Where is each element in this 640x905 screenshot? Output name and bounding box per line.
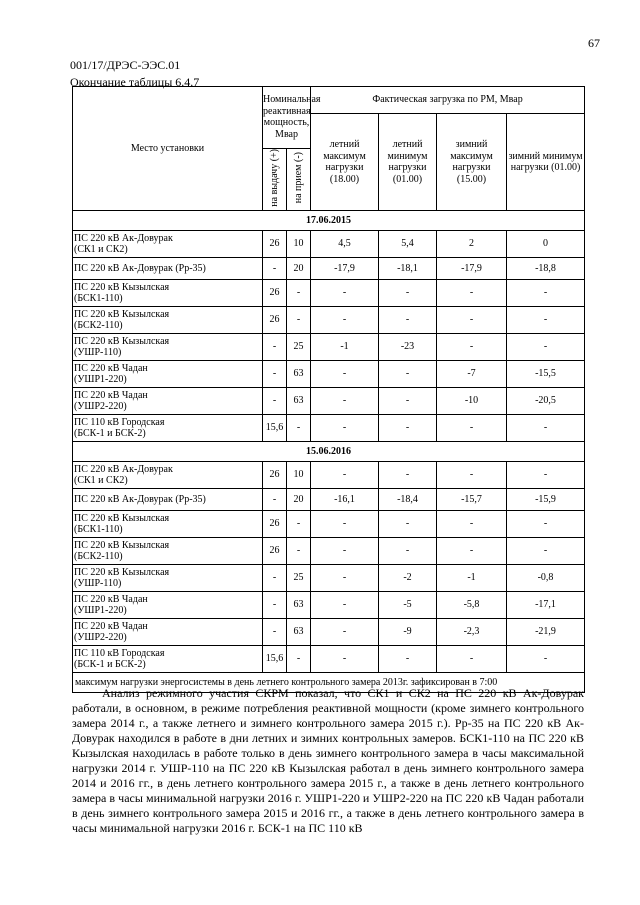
header-nominal: Номинальная реактивная мощность, Мвар — [263, 87, 311, 149]
winter-min-cell: - — [507, 538, 585, 565]
summer-min-cell: - — [379, 415, 437, 442]
nominal-out-cell: - — [263, 258, 287, 280]
summer-min-cell: - — [379, 361, 437, 388]
place-line: (УШР-110) — [74, 578, 122, 589]
table-row — [73, 415, 585, 442]
header-winter-max: зимний максимум нагрузки (15.00) — [437, 114, 507, 211]
place-line: ПС 220 кВ Чадан — [74, 620, 148, 632]
summer-min-cell: -18,4 — [379, 489, 437, 511]
table-row — [73, 619, 585, 646]
place-line: (СК1 и СК2) — [74, 244, 128, 255]
place-line: (БСК-1 и БСК-2) — [74, 428, 146, 439]
place-cell — [73, 592, 263, 619]
winter-min-cell: -18,8 — [507, 258, 585, 280]
summer-max-cell: -16,1 — [311, 489, 379, 511]
summer-max-cell: - — [311, 538, 379, 565]
summer-min-cell: - — [379, 280, 437, 307]
place-line: (СК1 и СК2) — [74, 475, 128, 486]
footer-note: максимум нагрузки энергосистемы в день летнего контрольного замера 2013г. зафиксирован в 7:00 — [73, 673, 585, 693]
place-cell — [73, 511, 263, 538]
winter-min-cell: 0 — [507, 231, 585, 258]
analysis-text: Анализ режимного участия СКРМ показал, что СК1 и СК2 на ПС 220 кВ Ак-Довурак работали, в основном, в режиме потребления реактивной мощности (кроме зимнего контрольного замера 2014 г., а также летнего и зимнего контрольного замера 2015 г.). Рр-35 на ПС 220 кВ Ак-Довурак находился в работе в дни летних и зимних контрольных замеров. БСК1-110 на ПС 220 кВ Кызылская находилась в работе только в день зимнего контрольного замера в часы максимальной нагрузки 2014 г. УШР-110 на ПС 220 кВ Кызылская работал в день зимнего контрольного замера 2014 и 2016 гг., в день летнего контрольного замера 2015 г., а также в день летнего контрольного замера в часы минимальной нагрузки 2016 г. УШР1-220 и УШР2-220 на ПС 220 кВ Чадан работали в день зимнего контрольного замера 2015 и 2016 гг., а также в день летнего контрольного замера в часы минимальной нагрузки 2016 г. БСК-1 на ПС 110 кВ — [72, 686, 584, 835]
summer-min-cell: - — [379, 646, 437, 673]
table-row — [73, 280, 585, 307]
summer-max-cell: -17,9 — [311, 258, 379, 280]
winter-max-cell: - — [437, 462, 507, 489]
winter-min-cell: -15,5 — [507, 361, 585, 388]
nominal-in-cell: - — [287, 511, 311, 538]
nominal-in-cell: 20 — [287, 489, 311, 511]
nominal-in-cell: 25 — [287, 334, 311, 361]
place-line: (БСК-1 и БСК-2) — [74, 659, 146, 670]
header-nominal-in: на прием (-) — [287, 148, 311, 210]
place-cell — [73, 565, 263, 592]
table-row — [73, 334, 585, 361]
nominal-in-cell: 25 — [287, 565, 311, 592]
document-code: 001/17/ДРЭС-ЭЭС.01 — [70, 58, 181, 72]
place-cell — [73, 361, 263, 388]
section-date: 17.06.2015 — [73, 211, 585, 231]
place-cell — [73, 334, 263, 361]
place-cell — [73, 489, 263, 511]
winter-min-cell: -20,5 — [507, 388, 585, 415]
winter-max-cell: -17,9 — [437, 258, 507, 280]
winter-max-cell: - — [437, 334, 507, 361]
nominal-out-cell: 26 — [263, 231, 287, 258]
place-line: ПС 220 кВ Кызылская — [74, 335, 170, 347]
winter-max-cell: - — [437, 646, 507, 673]
summer-max-cell: - — [311, 565, 379, 592]
place-line: ПС 220 кВ Чадан — [74, 362, 148, 374]
place-line: ПС 220 кВ Ак-Довурак — [74, 232, 173, 244]
winter-max-cell: - — [437, 280, 507, 307]
section-date-row — [73, 442, 585, 462]
place-line: ПС 220 кВ Ак-Довурак — [74, 463, 173, 475]
place-line: ПС 220 кВ Ак-Довурак (Рр-35) — [74, 262, 206, 274]
place-line: (УШР-110) — [74, 347, 122, 358]
nominal-out-cell: 26 — [263, 538, 287, 565]
header-place: Место установки — [73, 87, 263, 211]
summer-min-cell: - — [379, 388, 437, 415]
nominal-out-cell: 26 — [263, 280, 287, 307]
place-line: ПС 110 кВ Городская — [74, 416, 165, 428]
nominal-out-cell: - — [263, 565, 287, 592]
summer-max-cell: - — [311, 592, 379, 619]
summer-min-cell: -2 — [379, 565, 437, 592]
nominal-in-cell: 10 — [287, 231, 311, 258]
winter-max-cell: - — [437, 538, 507, 565]
summer-max-cell: - — [311, 646, 379, 673]
page-number: 67 — [588, 36, 600, 50]
place-line: ПС 220 кВ Кызылская — [74, 566, 170, 578]
nominal-out-cell: - — [263, 361, 287, 388]
winter-min-cell: - — [507, 415, 585, 442]
place-line: (УШР1-220) — [74, 605, 127, 616]
winter-min-cell: -21,9 — [507, 619, 585, 646]
table-row — [73, 511, 585, 538]
summer-min-cell: - — [379, 538, 437, 565]
section-date-row — [73, 211, 585, 231]
place-cell — [73, 538, 263, 565]
winter-max-cell: -15,7 — [437, 489, 507, 511]
place-line: (БСК1-110) — [74, 293, 123, 304]
nominal-out-cell: - — [263, 592, 287, 619]
place-cell — [73, 462, 263, 489]
nominal-in-cell: - — [287, 646, 311, 673]
winter-min-cell: - — [507, 307, 585, 334]
nominal-out-cell: - — [263, 388, 287, 415]
place-line: ПС 220 кВ Чадан — [74, 389, 148, 401]
summer-min-cell: - — [379, 511, 437, 538]
summer-max-cell: - — [311, 415, 379, 442]
summer-min-cell: - — [379, 462, 437, 489]
winter-max-cell: 2 — [437, 231, 507, 258]
summer-min-cell: -9 — [379, 619, 437, 646]
table-row — [73, 258, 585, 280]
place-line: (БСК1-110) — [74, 524, 123, 535]
summer-max-cell: 4,5 — [311, 231, 379, 258]
place-line: ПС 220 кВ Кызылская — [74, 281, 170, 293]
winter-max-cell: -2,3 — [437, 619, 507, 646]
nominal-in-cell: - — [287, 280, 311, 307]
table-caption: Окончание таблицы 6.4.7 — [70, 75, 200, 89]
winter-min-cell: - — [507, 334, 585, 361]
place-line: (БСК2-110) — [74, 551, 123, 562]
table-row — [73, 462, 585, 489]
nominal-in-cell: 20 — [287, 258, 311, 280]
reactive-power-table — [72, 86, 585, 693]
nominal-in-cell: - — [287, 307, 311, 334]
winter-max-cell: - — [437, 307, 507, 334]
place-cell — [73, 307, 263, 334]
winter-min-cell: -15,9 — [507, 489, 585, 511]
place-line: (УШР1-220) — [74, 374, 127, 385]
winter-min-cell: -17,1 — [507, 592, 585, 619]
summer-min-cell: 5,4 — [379, 231, 437, 258]
place-cell — [73, 258, 263, 280]
header-actual: Фактическая загрузка по РМ, Мвар — [311, 87, 585, 114]
winter-min-cell: - — [507, 511, 585, 538]
place-cell — [73, 646, 263, 673]
table-row — [73, 489, 585, 511]
table-row — [73, 307, 585, 334]
place-cell — [73, 388, 263, 415]
summer-max-cell: - — [311, 307, 379, 334]
winter-max-cell: -7 — [437, 361, 507, 388]
summer-min-cell: - — [379, 307, 437, 334]
table-row — [73, 646, 585, 673]
place-cell — [73, 619, 263, 646]
header-winter-min: зимний минимум нагрузки (01.00) — [507, 114, 585, 211]
nominal-out-cell: 15,6 — [263, 415, 287, 442]
table-row — [73, 361, 585, 388]
place-cell — [73, 415, 263, 442]
header-nominal-out: на выдачу (+) — [263, 148, 287, 210]
nominal-out-cell: - — [263, 489, 287, 511]
place-line: (УШР2-220) — [74, 401, 127, 412]
place-line: ПС 110 кВ Городская — [74, 647, 165, 659]
nominal-out-cell: - — [263, 619, 287, 646]
winter-min-cell: -0,8 — [507, 565, 585, 592]
nominal-in-cell: - — [287, 538, 311, 565]
winter-max-cell: -10 — [437, 388, 507, 415]
place-line: ПС 220 кВ Кызылская — [74, 512, 170, 524]
nominal-out-cell: 26 — [263, 511, 287, 538]
header-summer-max: летний максимум нагрузки (18.00) — [311, 114, 379, 211]
nominal-in-cell: - — [287, 415, 311, 442]
winter-min-cell: - — [507, 646, 585, 673]
winter-max-cell: -1 — [437, 565, 507, 592]
winter-max-cell: - — [437, 511, 507, 538]
place-cell — [73, 280, 263, 307]
place-line: (БСК2-110) — [74, 320, 123, 331]
place-line: (УШР2-220) — [74, 632, 127, 643]
table-row — [73, 565, 585, 592]
nominal-out-cell: - — [263, 334, 287, 361]
nominal-out-cell: 26 — [263, 462, 287, 489]
summer-max-cell: - — [311, 388, 379, 415]
summer-max-cell: - — [311, 361, 379, 388]
nominal-in-cell: 63 — [287, 619, 311, 646]
table-row — [73, 538, 585, 565]
winter-max-cell: - — [437, 415, 507, 442]
summer-min-cell: -5 — [379, 592, 437, 619]
nominal-in-cell: 10 — [287, 462, 311, 489]
winter-min-cell: - — [507, 462, 585, 489]
nominal-in-cell: 63 — [287, 592, 311, 619]
nominal-out-cell: 15,6 — [263, 646, 287, 673]
summer-min-cell: -18,1 — [379, 258, 437, 280]
summer-max-cell: - — [311, 619, 379, 646]
summer-max-cell: - — [311, 280, 379, 307]
analysis-paragraph — [72, 686, 584, 836]
summer-max-cell: -1 — [311, 334, 379, 361]
place-cell — [73, 231, 263, 258]
winter-max-cell: -5,8 — [437, 592, 507, 619]
header-summer-min: летний минимум нагрузки (01.00) — [379, 114, 437, 211]
summer-min-cell: -23 — [379, 334, 437, 361]
section-date: 15.06.2016 — [73, 442, 585, 462]
nominal-out-cell: 26 — [263, 307, 287, 334]
table-row — [73, 388, 585, 415]
nominal-in-cell: 63 — [287, 388, 311, 415]
summer-max-cell: - — [311, 511, 379, 538]
place-line: ПС 220 кВ Ак-Довурак (Рр-35) — [74, 493, 206, 505]
table-row — [73, 231, 585, 258]
place-line: ПС 220 кВ Кызылская — [74, 308, 170, 320]
table-row — [73, 592, 585, 619]
winter-min-cell: - — [507, 280, 585, 307]
place-line: ПС 220 кВ Чадан — [74, 593, 148, 605]
place-line: ПС 220 кВ Кызылская — [74, 539, 170, 551]
nominal-in-cell: 63 — [287, 361, 311, 388]
summer-max-cell: - — [311, 462, 379, 489]
